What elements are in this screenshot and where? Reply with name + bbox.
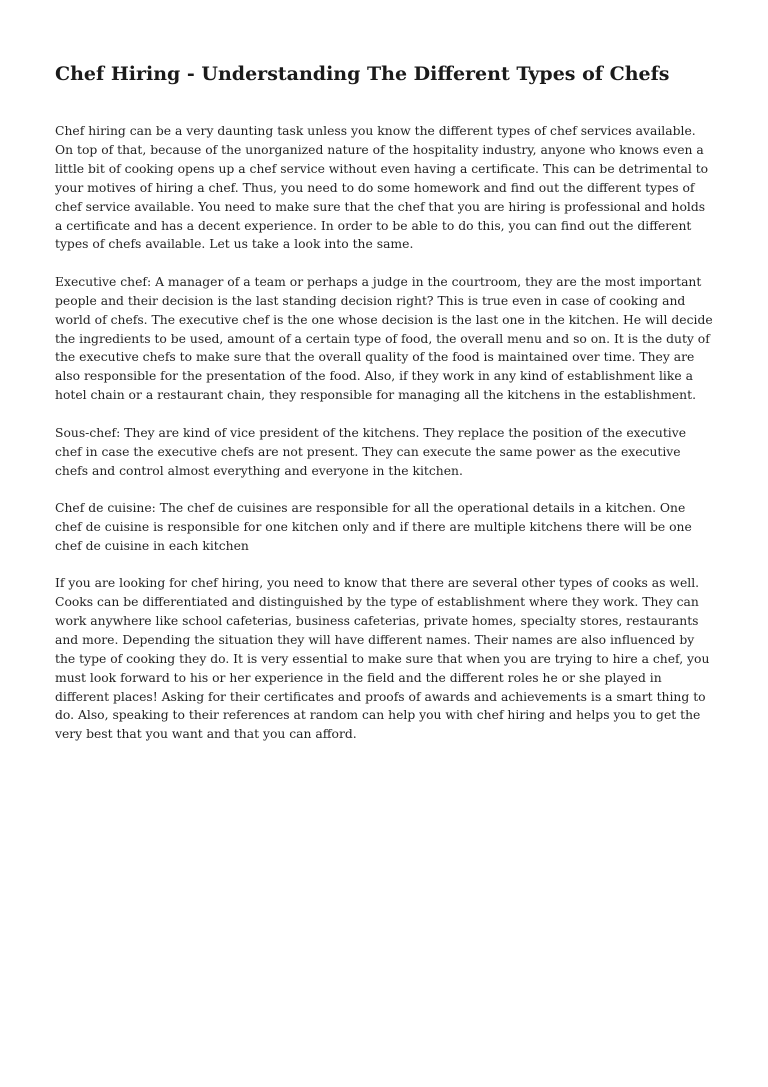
paragraph-sous-chef: Sous-chef: They are kind of vice president of the kitchens. They replace the position of the executive chef in case the executive chefs are not present. They can execute the same power as the executive chefs and control almost everything and everyone in the kitchen.	[55, 425, 687, 478]
document-page	[55, 60, 715, 744]
paragraph-introduction: Chef hiring can be a very daunting task unless you know the different types of chef services available. On top of that, because of the unorganized nature of the hospitality industry, anyone who knows even a little bit of cooking opens up a chef service without even having a certificate. This can be detrimental to your motives of hiring a chef. Thus, you need to do some homework and find out the different types of chef service available. You need to make sure that the chef that you are hiring is professional and holds a certificate and has a decent experience. In order to be able to do this, you can find out the different types of chefs available. Let us take a look into the same.	[55, 124, 709, 252]
paragraph-chef-de-cuisine: Chef de cuisine: The chef de cuisines are responsible for all the operational details in a kitchen. One chef de cuisine is responsible for one kitchen only and if there are multiple kitchens there will be one chef de cuisine in each kitchen	[55, 500, 692, 553]
document-body	[55, 122, 715, 744]
paragraph-executive-chef: Executive chef: A manager of a team or perhaps a judge in the courtroom, they are the most important people and their decision is the last standing decision right? This is true even in case of cooking and world of chefs. The executive chef is the one whose decision is the last one in the kitchen. He will decide the ingredients to be used, amount of a certain type of food, the overall menu and so on. It is the duty of the executive chefs to make sure that the overall quality of the food is maintained over time. They are also responsible for the presentation of the food. Also, if they work in any kind of establishment like a hotel chain or a restaurant chain, they responsible for managing all the kitchens in the establishment.	[55, 274, 713, 403]
page-title: Chef Hiring - Understanding The Different Types of Chefs	[55, 63, 670, 85]
paragraph-conclusion: If you are looking for chef hiring, you need to know that there are several other types of cooks as well. Cooks can be differentiated and distinguished by the type of establishment where they work. They can work anywhere like school cafeterias, business cafeterias, private homes, specialty stores, restaurants and more. Depending the situation they will have different names. Their names are also influenced by the type of cooking they do. It is very essential to make sure that when you are trying to hire a chef, you must look forward to his or her experience in the field and the different roles he or she played in different places! Asking for their certificates and proofs of awards and achievements is a smart thing to do. Also, speaking to their references at random can help you with chef hiring and helps you to get the very best that you want and that you can afford.	[55, 576, 710, 742]
